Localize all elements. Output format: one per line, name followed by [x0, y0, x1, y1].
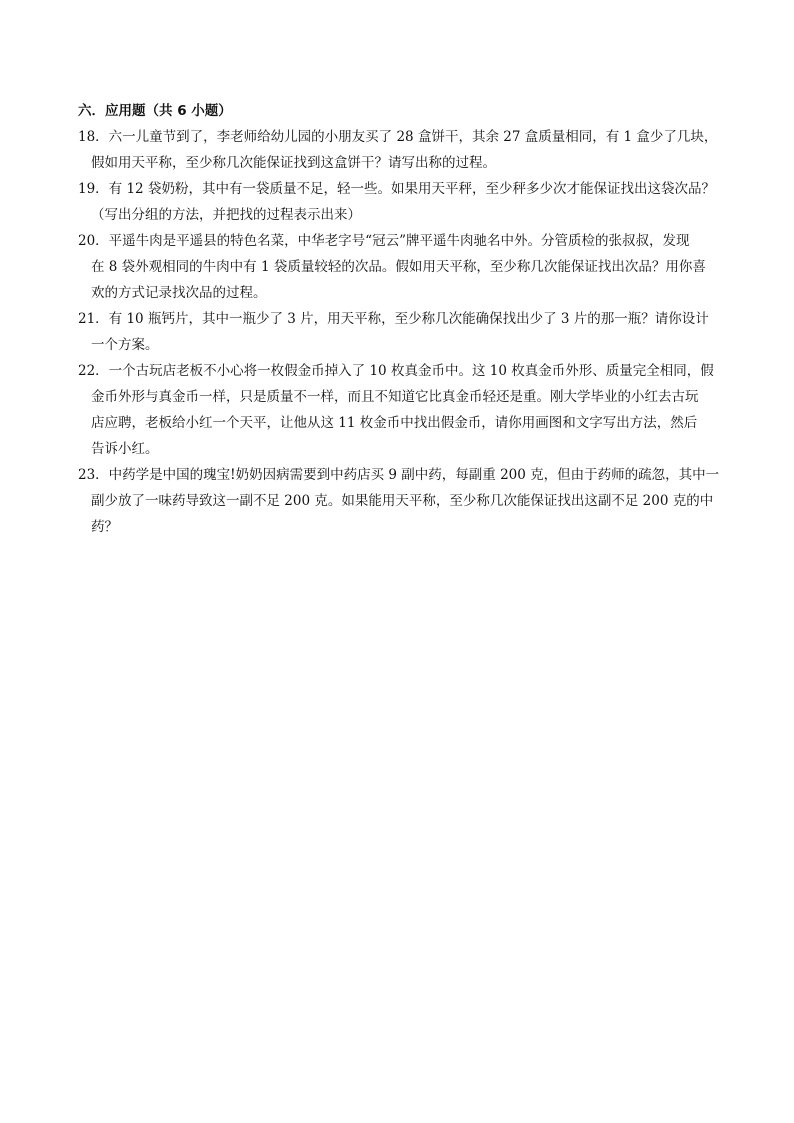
- question-line: 18．六一儿童节到了，李老师给幼儿园的小朋友买了 28 盒饼干，其余 27 盒质量相同，有 1 盒少了几块，: [78, 129, 718, 145]
- question-line: 副少放了一味药导致这一副不足 200 克。如果能用天平称，至少称几次能保证找出这副不足 200 克的中: [91, 493, 714, 509]
- question-21: [78, 306, 738, 358]
- question-line: 一个方案。: [91, 337, 159, 353]
- question-line: 22．一个古玩店老板不小心将一枚假金币掉入了 10 枚真金币中。这 10 枚真金币外形、质量完全相同，假: [78, 363, 714, 379]
- question-line: 店应聘，老板给小红一个天平，让他从这 11 枚金币中找出假金币，请你用画图和文字写出方法，然后: [91, 415, 698, 431]
- question-line: 金币外形与真金币一样，只是质量不一样，而且不知道它比真金币轻还是重。刚大学毕业的小红去古玩: [91, 389, 699, 405]
- question-line: 欢的方式记录找次品的过程。: [91, 285, 267, 301]
- question-line: 假如用天平称，至少称几次能保证找到这盒饼干？请写出称的过程。: [91, 155, 496, 171]
- question-23: [78, 462, 738, 540]
- question-line: 药？: [91, 519, 118, 535]
- question-line: 19．有 12 袋奶粉，其中有一袋质量不足，轻一些。如果用天平秤，至少秤多少次才能保证找出这袋次品？: [78, 181, 715, 197]
- question-line: 告诉小红。: [91, 441, 159, 457]
- section-title: 六．应用题（共 6 小题）: [78, 103, 232, 119]
- document-content: [78, 98, 738, 540]
- question-line: 20．平遥牛肉是平遥县的特色名菜，中华老字号“冠云”牌平遥牛肉驰名中外。分管质检的张叔叔，发现: [78, 233, 690, 249]
- question-19: [78, 176, 738, 228]
- question-line: 在 8 袋外观相同的牛肉中有 1 袋质量较轻的次品。假如用天平称，至少称几次能保证找出次品？用你喜: [91, 259, 706, 275]
- question-line: 21．有 10 瓶钙片，其中一瓶少了 3 片，用天平称，至少称几次能确保找出少了 3 片的那一瓶？请你设计: [78, 311, 709, 327]
- question-line: （写出分组的方法，并把找的过程表示出来）: [91, 207, 361, 223]
- question-22: [78, 358, 738, 462]
- question-line: 23．中药学是中国的瑰宝!奶奶因病需要到中药店买 9 副中药，每副重 200 克，但由于药师的疏忽，其中一: [78, 467, 720, 483]
- question-20: [78, 228, 738, 306]
- question-18: [78, 124, 738, 176]
